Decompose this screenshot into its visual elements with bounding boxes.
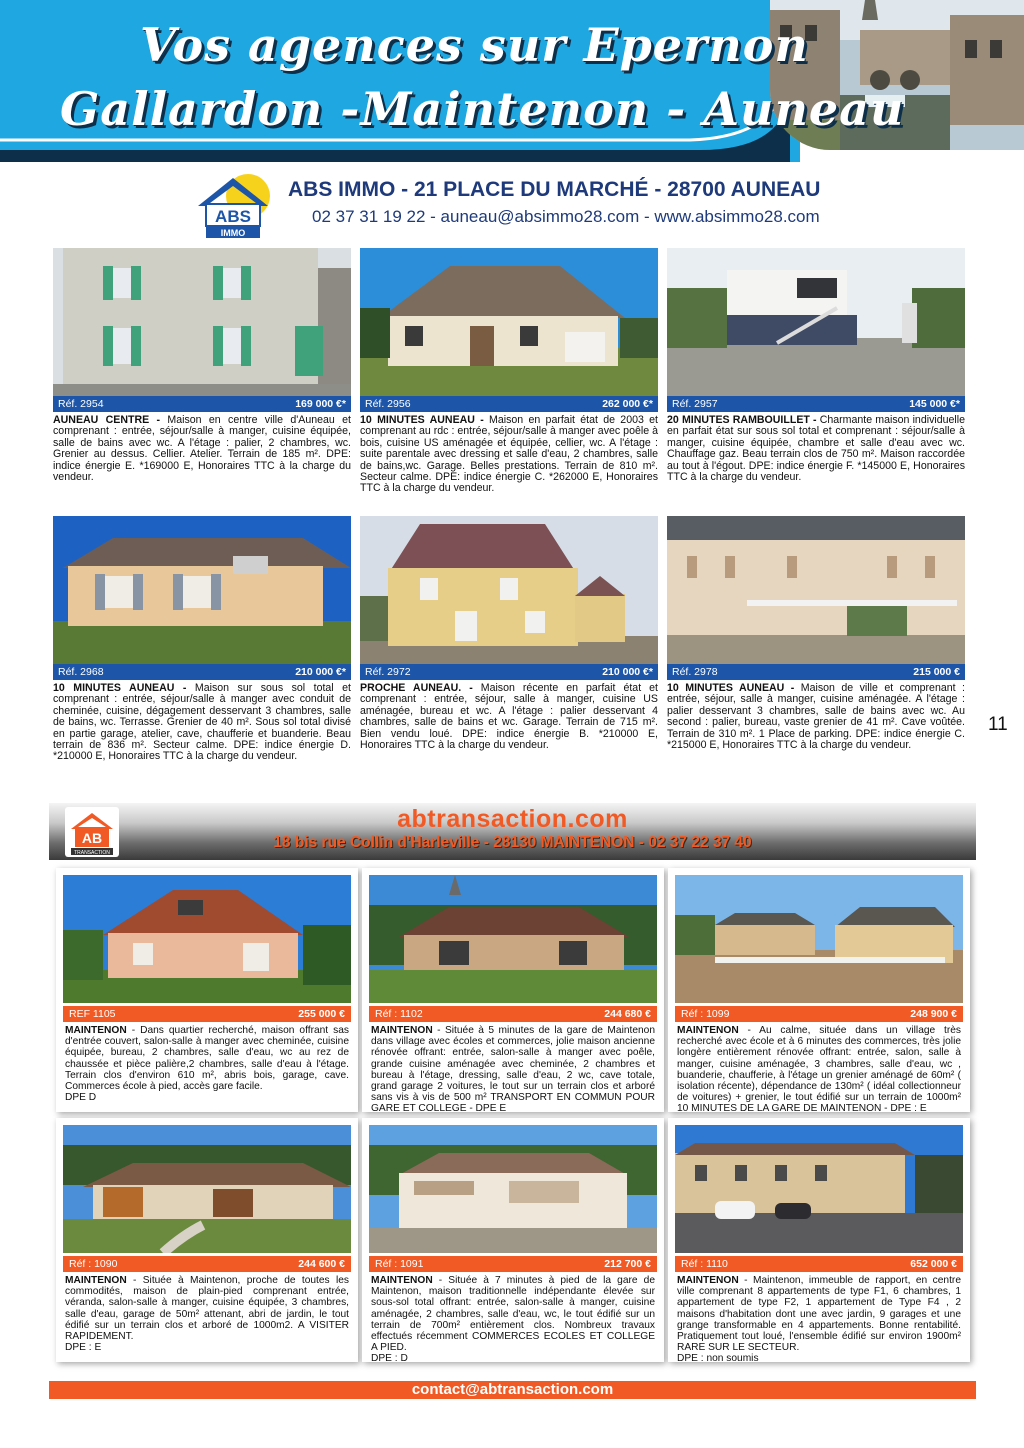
contact-email-bar[interactable]: contact@abtransaction.com bbox=[49, 1381, 976, 1399]
abs-logo-text: ABS bbox=[215, 207, 251, 226]
listing-description bbox=[360, 683, 658, 751]
listing-text: - Au calme, située dans un village très recherché avec école et à 6 minutes des commerces, très jolie longère entièrement rénovée offrant: entrée, salon, salle à manger, cuisine aménagée, 3 chambres, salle d'eau, wc , buanderie, chaufferie, à l'étage un grenier aménagé de 60m² ( isolation récente), dépendance de 130m² ( idéal collectionneur de voitures) + grenier, le tout édifié sur un terrain de 1000m² 10 MINUTES DE LA GARE DE MAINTENON - DPE : E bbox=[677, 1025, 961, 1115]
listing-description bbox=[369, 1025, 657, 1115]
listing-photo bbox=[53, 516, 351, 664]
abs-listing-card[interactable] bbox=[53, 516, 351, 763]
listing-description bbox=[369, 1275, 657, 1365]
listing-ref-bar bbox=[667, 664, 965, 680]
ab-logo-subtext: TRANSACTION bbox=[74, 850, 110, 856]
listing-price: 212 700 € bbox=[604, 1258, 651, 1270]
listing-price: 652 000 € bbox=[910, 1258, 957, 1270]
listing-ref: Réf : 1099 bbox=[681, 1008, 730, 1020]
listing-text: Charmante maison individuelle en parfait état sur sous sol total et comprenant : séjour/salle à manger, cuisine équipée, chambre et salle d'eau avec wc. Chauffage gaz. Beau terrain clos de 750 m². Maison raccordée au tout à l'égout. DPE: indice énergie F. *145000 E, Honoraires TTC à la charge du vendeur. bbox=[667, 414, 965, 484]
listing-ref-bar bbox=[675, 1256, 963, 1272]
listing-text: - Située à 5 minutes de la gare de Maintenon dans village avec écoles et commerces, jolie maison ancienne rénovée offrant: entrée, salon-salle à manger avec poêle, grande cuisine aménagée avec cheminée, 2 chambres et bureau à l'étage, dressing, salle d'eau, 2 wc, cave totale, grand garage 2 voitures, le tout sur un terrain clos et arboré sans vis à vis de 500 m² TRANSPORT EN COMMUN POUR GARE ET COLLEGE - DPE E bbox=[371, 1025, 655, 1115]
abs-agency-title: ABS IMMO - 21 PLACE DU MARCHÉ - 28700 AUNEAU bbox=[288, 178, 821, 201]
banner-title-line2: Gallardon -Maintenon - Auneau bbox=[60, 82, 905, 136]
listing-description bbox=[675, 1025, 963, 1115]
listing-location: MAINTENON bbox=[677, 1025, 739, 1036]
listing-price: 210 000 €* bbox=[602, 666, 653, 678]
listing-ref-bar bbox=[53, 664, 351, 680]
listing-ref-bar bbox=[369, 1256, 657, 1272]
listing-ref-bar bbox=[360, 396, 658, 412]
ab-transaction-header bbox=[49, 803, 976, 860]
listing-ref: Réf. 2954 bbox=[58, 398, 104, 410]
ab-listing-card[interactable] bbox=[56, 868, 358, 1112]
listing-ref-bar bbox=[63, 1256, 351, 1272]
listing-location: MAINTENON bbox=[65, 1025, 127, 1036]
abs-listing-card[interactable] bbox=[360, 248, 658, 495]
listing-location: MAINTENON bbox=[371, 1275, 433, 1286]
listing-ref-bar bbox=[53, 396, 351, 412]
listing-price: 244 680 € bbox=[604, 1008, 651, 1020]
listing-description bbox=[675, 1275, 963, 1365]
listing-description bbox=[63, 1275, 351, 1353]
listing-ref-bar bbox=[675, 1006, 963, 1022]
listing-photo bbox=[63, 875, 351, 1003]
listing-dpe: DPE : D bbox=[371, 1353, 408, 1365]
listing-location: MAINTENON bbox=[371, 1025, 433, 1036]
listing-ref: Réf : 1090 bbox=[69, 1258, 118, 1270]
listing-text: - Située à Maintenon, proche de toutes les commodités, maison de plain-pied comprenant entrée, véranda, salon-salle à manger, cuisine équipée, 3 chambres, salle d'eau, garage de 50m² attenant, abri de jardin, le tout édifié sur un terrain clos et arboré de 1000m2. A VISITER RAPIDEMENT. bbox=[65, 1275, 349, 1343]
listing-location: 10 MINUTES AUNEAU - bbox=[53, 682, 187, 694]
listing-price: 210 000 €* bbox=[295, 666, 346, 678]
abs-logo-subtext: IMMO bbox=[220, 228, 246, 238]
listing-photo bbox=[63, 1125, 351, 1253]
listing-location: MAINTENON bbox=[65, 1275, 127, 1286]
listing-location: 10 MINUTES AUNEAU - bbox=[360, 414, 484, 426]
listing-ref-bar bbox=[667, 396, 965, 412]
banner-title-line1: Vos agences sur Epernon bbox=[140, 18, 809, 72]
abs-listing-card[interactable] bbox=[667, 516, 965, 751]
listing-text: Maison de ville et comprenant : entrée, séjour, salle à manger, cuisine aménagée. A l'étage : palier desservant 3 chambres, salle de bains avec wc. Au second : palier, bureau, vaste grenier de 41 m². Cave voûtée. Terrain de 310 m². 1 Place de parking. DPE: indice énergie C. *215000 E, Honoraires TTC à la charge du vendeur. bbox=[667, 682, 965, 752]
listing-ref-bar bbox=[360, 664, 658, 680]
listing-dpe: DPE : E bbox=[65, 1342, 102, 1354]
listing-description bbox=[63, 1025, 351, 1103]
listing-location: MAINTENON bbox=[677, 1275, 739, 1286]
listing-location: PROCHE AUNEAU. - bbox=[360, 682, 473, 694]
listing-price: 248 900 € bbox=[910, 1008, 957, 1020]
listing-ref-bar bbox=[63, 1006, 351, 1022]
ab-listing-card[interactable] bbox=[362, 868, 664, 1115]
listing-photo bbox=[369, 1125, 657, 1253]
listing-ref: Réf : 1091 bbox=[375, 1258, 424, 1270]
listing-text: Maison récente en parfait état et comprenant : entrée, séjour, salle à manger, cuisine US aménagée, bureau et wc. A l'étage : palier desservant 4 chambres, salle de bains et wc. Garage. Terrain de 715 m². Bien vendu loué. DPE: indice énergie B. *210000 E, Honoraires TTC à la charge du vendeur. bbox=[360, 682, 658, 752]
listing-dpe: DPE D bbox=[65, 1092, 97, 1104]
listing-location: 10 MINUTES AUNEAU - bbox=[667, 682, 795, 694]
listing-ref-bar bbox=[369, 1006, 657, 1022]
listing-price: 244 600 € bbox=[298, 1258, 345, 1270]
listing-text: - Dans quartier recherché, maison offrant sas d'entrée couvert, salon-salle à manger avec cheminée, cuisine équipée, bureau, 2 chambres, salle d'eau, wc au rez de chaussée et pièce palière,2 chambres, salle d'eau à l'étage. Terrain clos d'environ 610 m², abris bois, garage, cave. Commerces école à pied, accès gare facile. bbox=[65, 1025, 349, 1093]
listing-ref: Réf. 2968 bbox=[58, 666, 104, 678]
listing-description bbox=[667, 683, 965, 751]
listing-ref: Réf. 2978 bbox=[672, 666, 718, 678]
ab-listing-card[interactable] bbox=[56, 1118, 358, 1362]
listing-photo bbox=[667, 516, 965, 664]
listing-text: - Maintenon, immeuble de rapport, en centre ville comprenant 8 appartements de type F1, 6 chambres, 1 appartement de type F2, 1 appartement de Type F4 , 2 maisons d'habitation dont une avec jardin, 9 garages et une grange transformable en 4 appartements. Bonne rentabilité. Pratiquement tout loué, l'ensemble édifié sur environ 1900m² RARE SUR LE SECTEUR. bbox=[677, 1275, 961, 1354]
listing-ref: Réf. 2972 bbox=[365, 666, 411, 678]
page-number: 11 bbox=[988, 714, 1008, 735]
listing-description bbox=[53, 683, 351, 763]
ab-listing-card[interactable] bbox=[668, 868, 970, 1115]
listing-price: 169 000 €* bbox=[295, 398, 346, 410]
listing-dpe: DPE : non soumis bbox=[677, 1353, 759, 1365]
listing-text: - Située à 7 minutes à pied de la gare de Maintenon, maison traditionnelle indépendante élevée sur sous-sol total offrant: entrée, salon-salle à manger, cuisine aménagée, 2 chambres, salle d'eau, wc, le tout édifié sur un terrain de 700m² entièrement clos. Nombreux travaux effectués récemment COMMERCES ECOLES ET COLLEGE A PIED. bbox=[371, 1275, 655, 1354]
ab-listing-card[interactable] bbox=[362, 1118, 664, 1365]
listing-ref: Réf : 1110 bbox=[681, 1258, 728, 1270]
listing-photo bbox=[667, 248, 965, 396]
listing-location: 20 MINUTES RAMBOUILLET - bbox=[667, 414, 817, 426]
listing-photo bbox=[675, 875, 963, 1003]
listing-description bbox=[667, 415, 965, 483]
listing-ref: Réf. 2957 bbox=[672, 398, 718, 410]
ab-website[interactable]: abtransaction.com bbox=[397, 805, 628, 833]
listing-text: Maison en parfait état de 2003 et comprenant au rdc : entrée, séjour/salle à manger avec poêle à bois, cuisine US aménagée et équipée, cellier, wc. A l'étage : suite parentale avec dressing et salle d'eau, 2 chambres, salle de bains,wc. Garage. Belles prestations. Terrain de 810 m². Secteur calme. DPE: indice énergie C. *262000 E, Honoraires TTC à la charge du vendeur. bbox=[360, 414, 658, 495]
abs-listing-card[interactable] bbox=[667, 248, 965, 483]
listing-ref: Réf : 1102 bbox=[375, 1008, 423, 1020]
listing-photo bbox=[53, 248, 351, 396]
listing-price: 262 000 €* bbox=[602, 398, 653, 410]
abs-logo bbox=[190, 172, 276, 240]
listing-description bbox=[360, 415, 658, 495]
listing-price: 215 000 € bbox=[913, 666, 960, 678]
listing-location: AUNEAU CENTRE - bbox=[53, 414, 161, 426]
abs-listing-card[interactable] bbox=[53, 248, 351, 483]
ab-address: 18 bis rue Collin d'Harleville - 28130 MAINTENON - 02 37 22 37 40 bbox=[273, 834, 752, 851]
abs-listing-card[interactable] bbox=[360, 516, 658, 751]
listing-ref: REF 1105 bbox=[69, 1008, 116, 1020]
listing-photo bbox=[369, 875, 657, 1003]
listing-photo bbox=[675, 1125, 963, 1253]
listing-photo bbox=[360, 516, 658, 664]
ab-listing-card[interactable] bbox=[668, 1118, 970, 1365]
listing-price: 145 000 €* bbox=[909, 398, 960, 410]
listing-description bbox=[53, 415, 351, 483]
ab-logo-text: AB bbox=[81, 830, 103, 846]
abs-agency-contact: 02 37 31 19 22 - auneau@absimmo28.com - www.absimmo28.com bbox=[312, 207, 820, 226]
listing-ref: Réf. 2956 bbox=[365, 398, 411, 410]
listing-photo bbox=[360, 248, 658, 396]
listing-text: Maison en centre ville d'Auneau et comprenant : entrée, séjour/salle à manger, cuisine équipée, salle de bains avec wc. A l'étage : palier, 2 chambres, wc. Grenier au dessus. Cellier. Atelier. Terrain de 185 m². DPE: indice énergie E. *169000 E, Honoraires TTC à la charge du vendeur. bbox=[53, 414, 351, 484]
header-banner bbox=[0, 0, 1024, 162]
listing-text: Maison sur sous sol total et comprenant : entrée, séjour/salle à manger avec conduit de cheminée, cuisine, dégagement desservant 3 chambres, salle de bains, wc. Terrasse. Grenier de 40 m². Sous sol total divisé en partie garage, atelier, cave, chaufferie et buanderie. Beau terrain de 836 m². Secteur calme. DPE: indice énergie D. *210000 E, Honoraires TTC à la charge du vendeur. bbox=[53, 682, 351, 763]
listing-price: 255 000 € bbox=[298, 1008, 345, 1020]
